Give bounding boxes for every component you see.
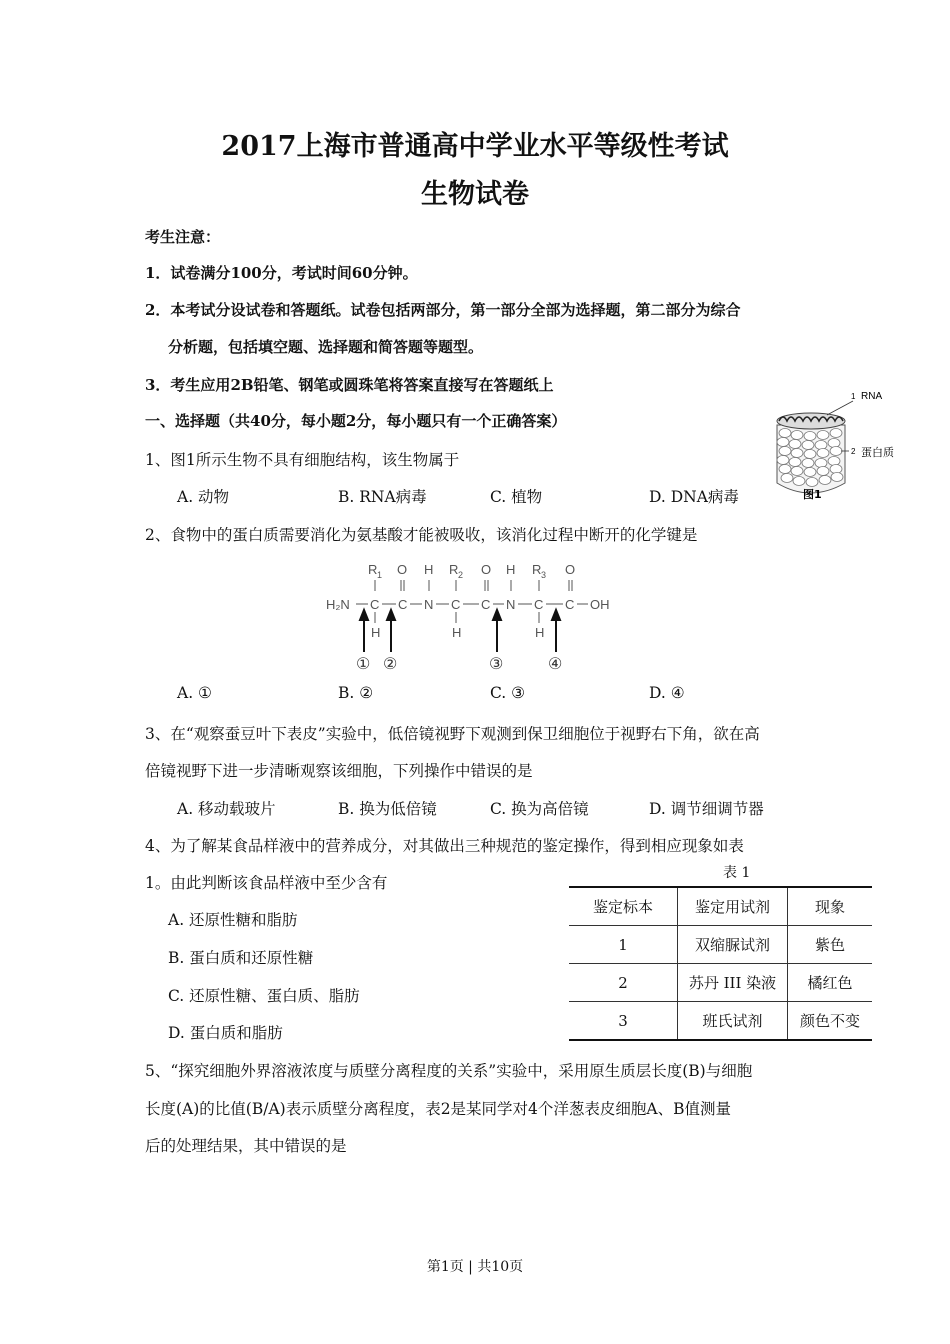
c-carbonyl-1: C xyxy=(398,597,408,612)
table-cell: 橘红色 xyxy=(788,964,873,1002)
table-header-cell: 鉴定标本 xyxy=(569,887,678,926)
q3-option-a: A. 移动载玻片 xyxy=(177,800,276,818)
question-4-stem-cont: 1。由此判断该食品样液中至少含有 xyxy=(145,874,388,892)
amino-terminus: H₂N xyxy=(326,597,350,612)
table-header-row xyxy=(569,887,872,926)
table-cell: 苏丹 III 染液 xyxy=(678,964,788,1002)
q1-option-a: A. 动物 xyxy=(177,488,230,506)
table-cell: 2 xyxy=(569,964,678,1002)
q2-option-d: D. ④ xyxy=(649,684,685,702)
exam-subtitle: 生物试卷 xyxy=(421,179,529,210)
c-alpha-1: C xyxy=(370,597,380,612)
page-footer: 第1页 | 共10页 xyxy=(426,1259,524,1275)
c-alpha-3: C xyxy=(534,597,544,612)
figure-1-caption: 图1 xyxy=(803,488,822,501)
table-row xyxy=(569,1002,872,1041)
table-header-cell: 现象 xyxy=(788,887,873,926)
label-rna: RNA xyxy=(861,391,883,402)
virus-rna-coil xyxy=(777,413,845,429)
marker-circle-1: ① xyxy=(356,656,371,673)
c-alpha-2: C xyxy=(451,597,461,612)
q1-option-d: D. DNA病毒 xyxy=(649,488,739,506)
table-1 xyxy=(569,886,872,1041)
table-cell: 双缩脲试剂 xyxy=(678,926,788,964)
carboxyl-terminus: OH xyxy=(590,597,610,612)
q1-option-c: C. 植物 xyxy=(490,488,543,506)
question-2-stem: 2、食物中的蛋白质需要消化为氨基酸才能被吸收，该消化过程中断开的化学键是 xyxy=(145,526,698,544)
n-amide-2: N xyxy=(506,597,516,612)
q3-option-c: C. 换为高倍镜 xyxy=(490,800,589,818)
n-amide-1: N xyxy=(424,597,434,612)
virus-figure xyxy=(765,385,915,510)
r3-subscript: 3 xyxy=(541,570,547,580)
h-label-n1: H xyxy=(424,562,434,577)
q4-option-d: D. 蛋白质和脂肪 xyxy=(168,1024,283,1042)
h-label-n2: H xyxy=(506,562,516,577)
r1-subscript: 1 xyxy=(377,570,383,580)
q4-option-b: B. 蛋白质和还原性糖 xyxy=(168,949,314,967)
table-header-cell: 鉴定用试剂 xyxy=(678,887,788,926)
o-label-1: O xyxy=(397,562,408,577)
table-cell: 颜色不变 xyxy=(788,1002,873,1041)
table-cell: 1 xyxy=(569,926,678,964)
q3-option-b: B. 换为低倍镜 xyxy=(338,800,437,818)
c-carbonyl-3: C xyxy=(565,597,575,612)
h-alpha-2: H xyxy=(452,625,462,640)
q4-option-c: C. 还原性糖、蛋白质、脂肪 xyxy=(168,987,360,1005)
question-3-stem: 3、在“观察蚕豆叶下表皮”实验中，低倍镜视野下观测到保卫细胞位于视野右下角，欲在高 xyxy=(145,725,760,743)
marker-2: 2 xyxy=(851,447,856,456)
question-3-stem-cont: 倍镜视野下进一步清晰观察该细胞，下列操作中错误的是 xyxy=(145,762,533,780)
c-carbonyl-2: C xyxy=(481,597,491,612)
table-cell: 紫色 xyxy=(788,926,873,964)
table-cell: 3 xyxy=(569,1002,678,1041)
virus-capsid xyxy=(777,425,845,493)
q2-option-b: B. ② xyxy=(338,684,374,702)
marker-circle-4: ④ xyxy=(548,656,563,673)
question-1-stem: 1、图1所示生物不具有细胞结构，该生物属于 xyxy=(145,451,460,469)
table-row xyxy=(569,926,872,964)
r1-label: R xyxy=(368,562,378,577)
o-label-3: O xyxy=(565,562,576,577)
r3-label: R xyxy=(532,562,542,577)
notice-item-2-cont: 分析题，包括填空题、选择题和简答题等题型。 xyxy=(168,338,484,356)
marker-circle-3: ③ xyxy=(489,656,504,673)
question-5-stem-end: 后的处理结果，其中错误的是 xyxy=(145,1137,347,1155)
table-cell: 班氏试剂 xyxy=(678,1002,788,1041)
r2-label: R xyxy=(449,562,459,577)
q1-option-b: B. RNA病毒 xyxy=(338,488,427,506)
section-heading: 一、选择题（共40分，每小题2分，每小题只有一个正确答案） xyxy=(145,412,567,430)
notice-item-2: 2．本考试分设试卷和答题纸。试卷包括两部分，第一部分全部为选择题，第二部分为综合 xyxy=(145,301,741,319)
marker-circle-2: ② xyxy=(383,656,398,673)
notice-heading: 考生注意： xyxy=(145,228,221,246)
q4-option-a: A. 还原性糖和脂肪 xyxy=(168,911,298,929)
o-label-2: O xyxy=(481,562,492,577)
question-5-stem-cont: 长度(A)的比值(B/A)表示质壁分离程度，表2是某同学对4个洋葱表皮细胞A、B值测量 xyxy=(145,1100,731,1118)
marker-1: 1 xyxy=(851,392,856,401)
question-5-stem: 5、“探究细胞外界溶液浓度与质壁分离程度的关系”实验中，采用原生质层长度(B)与细胞 xyxy=(145,1062,753,1080)
question-4-stem: 4、为了解某食品样液中的营养成分，对其做出三种规范的鉴定操作，得到相应现象如表 xyxy=(145,837,744,855)
notice-item-3: 3．考生应用2B铅笔、钢笔或圆珠笔将答案直接写在答题纸上 xyxy=(145,376,554,394)
notice-item-1: 1．试卷满分100分，考试时间60分钟。 xyxy=(145,264,418,282)
h-alpha-1: H xyxy=(371,625,381,640)
q2-option-c: C. ③ xyxy=(490,684,526,702)
r2-subscript: 2 xyxy=(458,570,464,580)
q2-option-a: A. ① xyxy=(177,684,212,702)
label-protein: 蛋白质 xyxy=(861,446,894,459)
table-1-caption: 表 1 xyxy=(723,865,751,881)
q3-option-d: D. 调节细调节器 xyxy=(649,800,764,818)
peptide-formula xyxy=(320,558,620,676)
h-alpha-3: H xyxy=(535,625,545,640)
table-row xyxy=(569,964,872,1002)
exam-title: 2017上海市普通高中学业水平等级性考试 xyxy=(221,131,729,162)
rna-pointer-line xyxy=(827,401,853,415)
